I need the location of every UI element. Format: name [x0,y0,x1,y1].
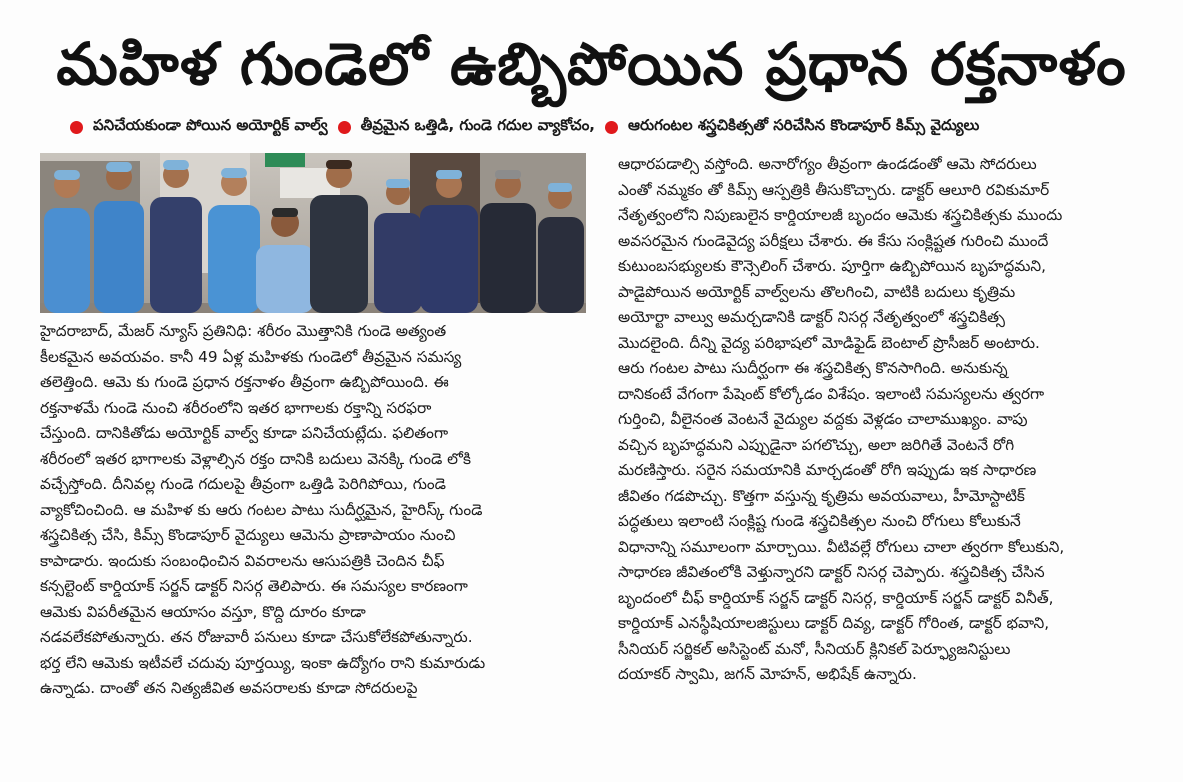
article-line: వచ్చిన బృహద్ధమని ఎప్పుడైనా పగలొచ్చు, అలా జరిగితే వెంటనే రోగి [618,435,1015,454]
article-line: పద్ధతులు ఇలాంటి సంక్లిష్ట గుండె శస్త్రచికిత్సల నుంచి రోగులు కోలుకునే [618,512,1021,530]
article-line: దయాకర్ స్వామి, జగన్ మోహన్, అభిషేక్ ఉన్నారు. [618,665,917,683]
article-line: కీలకమైన అవయవం. కానీ 49 ఏళ్ల మహిళకు గుండెలో తీవ్రమైన సమస్య [40,347,462,366]
article-line: వచ్చేస్తోంది. దీనివల్ల గుండె గదులపై తీవ్రంగా ఒత్తిడి పెరిగిపోయి, గుండె [40,475,446,493]
article-line: ఆమెకు విపరీతమైన ఆయాసం వస్తూ, కొద్ది దూరం కూడా [40,602,366,621]
article-line: మరణిస్తారు. సరైన సమయానికి మార్చడంతో రోగి ఇప్పుడు ఇక సాధారణ [618,461,1037,479]
article-line: చేస్తుంది. దానికితోడు అయోర్టిక్ వాల్వ్ కూడా పనిచేయట్లేదు. ఫలితంగా [40,424,449,442]
article-line: దానికంటే వేగంగా పేషెంట్ కోల్కోడం విశేషం. ఇలాంటి సమస్యలను త్వరగా [618,384,1045,403]
article-line: శరీరంలో ఇతర భాగాలకు వెళ్లాల్సిన రక్తం దానికి బదులు వెనక్కి గుండె లోకి [40,449,471,468]
article-line: గుర్తించి, వీలైనంత వెంటనే వైద్యుల వద్దకు వెళ్లడం చాలాముఖ్యం. వాపు [618,410,1028,428]
article-line: రక్తనాళమే గుండె నుంచి శరీరంలోని ఇతర భాగాలకు రక్తాన్ని సరఫరా [40,398,432,417]
article-line: హైదరాబాద్, మేజర్ న్యూస్ ప్రతినిధి: శరీరం మొత్తానికి గుండె అత్యంత [40,322,447,340]
article-line: వ్యాకోచించింది. ఆ మహిళ కు ఆరు గంటల పాటు సుదీర్ఘమైన, హైరిస్క్ గుండె [40,500,483,519]
article-line: భర్త లేని ఆమెకు ఇటీవలే చదువు పూర్తయ్యి, ఇంకా ఉద్యోగం రాని కుమారుడు [40,653,486,672]
bullet-icon [605,121,618,134]
article-line: సాధారణ జీవితంలోకి వెళ్తున్నారని డాక్టర్ నిసర్గ చెప్పారు. శస్త్రచికిత్స చేసిన [618,563,1045,581]
article-line: ఎంతో నమ్మకం తో కిమ్స్ ఆస్పత్రికి తీసుకొచ్చారు. డాక్టర్ ఆలూరి రవికుమార్ [618,180,1050,199]
article-line: కుటుంబసభ్యులకు కౌన్సెలింగ్ చేశారు. పూర్తిగా ఉబ్బిపోయిన బృహద్ధమని, [618,257,1047,275]
article-line: శస్త్రచికిత్స చేసి, కిమ్స్ కొండాపూర్ వైద్యులు ఆమెను ప్రాణాపాయం నుంచి [40,526,456,544]
article-line: సీనియర్ సర్జికల్ అసిస్టెంట్ మనో, సీనియర్ క్లినికల్ పెర్ఫ్యూజనిస్టులు [618,639,1011,658]
article-line: బృందంలో చీఫ్ కార్డియాక్ సర్జన్ డాక్టర్ నిసర్గ, కార్డియాక్ సర్జన్ డాక్టర్ వినీత్, [618,588,1054,607]
subhead-text: తీవ్రమైన ఒత్తిడి, గుండె గదుల వ్యాకోచం, [360,116,596,134]
team-photo-illustration [40,153,586,313]
subheads [70,113,1150,141]
subhead-text: ఆరుగంటల శస్త్రచికిత్సతో సరిచేసిన కొండాపూర్ కిమ్స్ వైద్యులు [628,116,980,134]
subhead-2 [338,116,595,138]
article-line: విధానాన్ని సమూలంగా మార్చాయి. వీటివల్లే రోగులు చాలా త్వరగా కోలుకుని, [618,537,1065,556]
subhead-1 [70,116,328,138]
article-column-right [618,152,1158,742]
bullet-icon [70,121,83,134]
subhead-text: పనిచేయకుండా పోయిన అయోర్టిక్ వాల్వ్ [93,116,328,134]
article-line: కార్డియాక్ ఎనస్థీషియాలజిస్టులు డాక్టర్ దివ్య, డాక్టర్ గోరింత, డాక్టర్ భవాని, [618,614,1050,632]
article-line: కాపాడారు. ఇందుకు సంబంధించిన వివరాలను ఆసుపత్రికి చెందిన చీఫ్ [40,551,445,570]
article-line: ఉన్నాడు. దాంతో తన నిత్యజీవిత అవసరాలకు కూడా సోదరులపై [40,679,418,697]
headline: మహిళ గుండెలో ఉబ్బిపోయిన ప్రధాన రక్తనాళం [56,30,1127,98]
article-line: కన్సల్టెంట్ కార్డియాక్ సర్జన్ డాక్టర్ నిసర్గ తెలిపారు. ఈ సమస్యల కారణంగా [40,577,468,595]
article-line: పాడైపోయిన అయోర్టిక్ వాల్వ్‌లను తొలగించి, వాటికి బదులు కృత్రిమ [618,282,1016,301]
bullet-icon [338,121,351,134]
article-column-left [40,319,600,744]
team-photo [40,153,586,313]
article-line: అవసరమైన గుండెవైద్య పరీక్షలు చేశారు. ఈ కేసు సంక్లిష్టత గురించి ముందే [618,231,1049,250]
article-line: ఆధారపడాల్సి వస్తోంది. అనారోగ్యం తీవ్రంగా ఉండడంతో ఆమె సోదరులు [618,155,1037,173]
article-line: నేతృత్వంలోని నిపుణులైన కార్డియాలజీ బృందం ఆమెకు శస్త్రచికిత్సకు ముందు [618,206,1063,224]
subhead-3 [605,116,979,138]
article-line: జీవితం గడపొచ్చు. కొత్తగా వస్తున్న కృత్రిమ అవయవాలు, హీమోస్టాటిక్ [618,486,1025,505]
article-line: అయోర్టా వాల్వు అమర్చడానికి డాక్టర్ నిసర్గ నేతృత్వంలో శస్త్రచికిత్స [618,308,1005,326]
article-line: ఆరు గంటల పాటు సుదీర్ఘంగా ఈ శస్త్రచికిత్స కొనసాగింది. అనుకున్న [618,359,1008,377]
article-line: తలెత్తింది. ఆమె కు గుండె ప్రధాన రక్తనాళం తీవ్రంగా ఉబ్బిపోయింది. ఈ [40,373,449,391]
article-line: నడవలేకపోతున్నారు. తన రోజువారీ పనులు కూడా చేసుకోలేకపోతున్నారు. [40,628,473,646]
article-line: మొదలైంది. దీన్ని వైద్య పరిభాషలో మోడిఫైడ్ బెంటాల్ ప్రొసీజర్ అంటారు. [618,333,1040,352]
